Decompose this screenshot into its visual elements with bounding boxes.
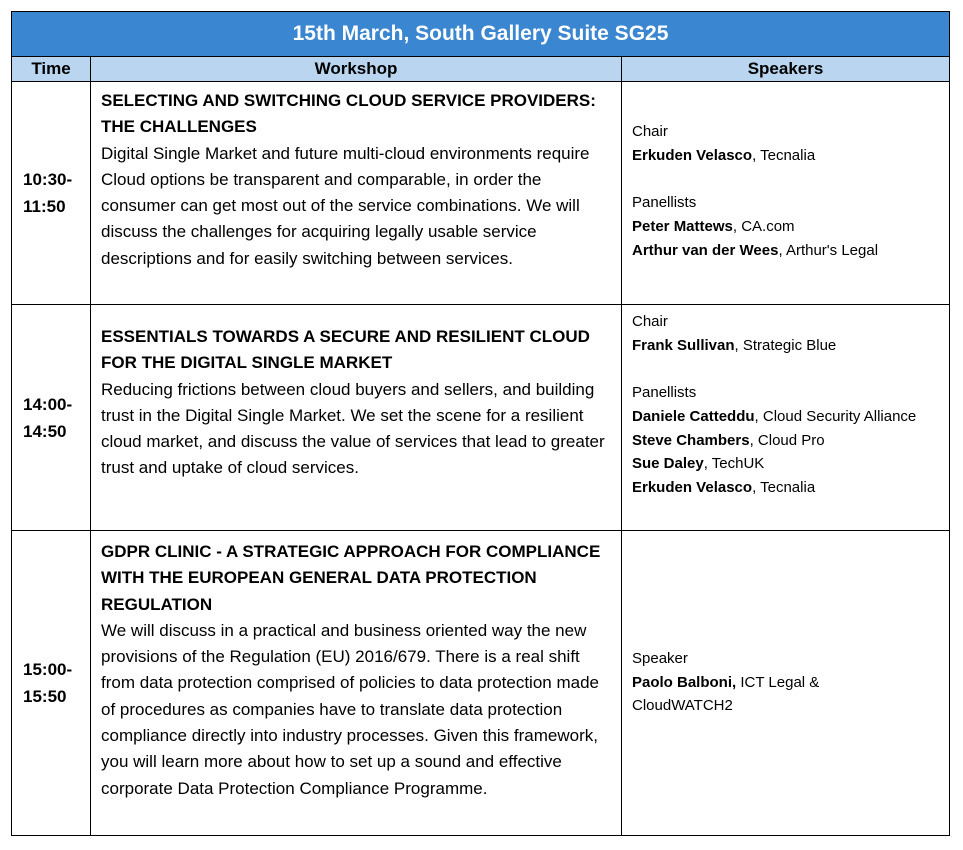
table-row-time (12, 82, 90, 304)
workshop-cell (91, 324, 621, 482)
time-end: 11:50 (23, 197, 66, 216)
speaker-entry (632, 405, 941, 429)
workshop-description: We will discuss in a practical and business oriented way the new provisions of the Regulation (EU) 2016/679. There is a real shift from data protection comprised of policies to data protection made of procedures as companies have to translate data protection compliance directly into industry processes. Given this framework, you will learn more about how to set up a sound and effective corporate Data Protection Compliance Programme. (101, 620, 599, 798)
agenda-table (11, 11, 950, 836)
time-start: 14:00- (23, 394, 73, 414)
speaker-entry (632, 429, 941, 453)
speaker-name: Frank Sullivan (632, 336, 735, 354)
header-workshop: Workshop (91, 57, 621, 82)
table-title: 15th March, South Gallery Suite SG25 (12, 12, 949, 57)
speaker-name: Steve Chambers (632, 431, 750, 449)
speaker-org: , Arthur's Legal (778, 241, 879, 259)
speaker-org: , TechUK (703, 455, 765, 473)
role-label: Panellists (632, 384, 697, 402)
row-divider (12, 304, 949, 305)
time-end: 15:50 (23, 687, 67, 706)
speaker-org: , Cloud Security Alliance (754, 407, 917, 425)
role-label: Chair (632, 313, 668, 330)
speaker-org: , Tecnalia (752, 146, 816, 164)
speakers-cell (622, 310, 949, 500)
workshop-title: ESSENTIALS TOWARDS A SECURE AND RESILIENT CLOUD FOR THE DIGITAL SINGLE MARKET (101, 327, 590, 373)
speaker-name: Paolo Balboni, (632, 673, 737, 691)
header-speakers: Speakers (622, 57, 949, 82)
speaker-name: Erkuden Velasco (632, 146, 753, 164)
time-end: 14:50 (23, 421, 67, 441)
speaker-entry (632, 215, 941, 239)
workshop-cell (91, 539, 621, 802)
role-label: Chair (632, 123, 668, 140)
speaker-entry (632, 671, 864, 718)
workshop-cell (91, 88, 621, 272)
speaker-name: Sue Daley (632, 455, 704, 473)
speaker-name: Daniele Catteddu (632, 407, 755, 425)
speaker-org: , Strategic Blue (734, 336, 837, 354)
speaker-name: Peter Mattews (632, 217, 733, 235)
speaker-name: Erkuden Velasco (632, 478, 753, 496)
speaker-name: Arthur van der Wees (632, 241, 779, 259)
speakers-cell (622, 647, 872, 718)
table-row-time (12, 531, 90, 835)
speaker-org: , Tecnalia (752, 478, 816, 496)
row-divider (12, 530, 949, 531)
speaker-entry (632, 334, 941, 358)
workshop-description: Digital Single Market and future multi-cloud environments require Cloud options be transparent and comparable, in order the consumer can get most out of the service combinations. We will discuss the challenges for acquiring legally usable service descriptions and for easily switching between services. (101, 143, 590, 268)
speaker-entry (632, 452, 941, 476)
header-time: Time (12, 57, 90, 82)
workshop-title: GDPR CLINIC - A STRATEGIC APPROACH FOR COMPLIANCE WITH THE EUROPEAN GENERAL DATA PROTECTION REGULATION (101, 542, 601, 614)
speaker-org: , Cloud Pro (749, 431, 825, 449)
time-start: 15:00- (23, 660, 73, 679)
workshop-title: SELECTING AND SWITCHING CLOUD SERVICE PROVIDERS: THE CHALLENGES (101, 91, 596, 137)
speaker-entry (632, 144, 941, 168)
speaker-entry (632, 476, 941, 500)
speaker-org: , CA.com (732, 217, 795, 235)
workshop-description: Reducing frictions between cloud buyers and sellers, and building trust in the Digital Single Market. We set the scene for a resilient cloud market, and discuss the value of services that lead to greater trust and uptake of cloud services. (101, 379, 605, 478)
role-label: Panellists (632, 194, 697, 212)
speaker-org: ICT Legal & CloudWATCH2 (632, 673, 820, 715)
role-label: Speaker (632, 650, 688, 667)
speaker-entry (632, 239, 941, 263)
time-start: 10:30- (23, 170, 73, 189)
speakers-cell (622, 120, 949, 262)
table-row-time (12, 305, 90, 530)
